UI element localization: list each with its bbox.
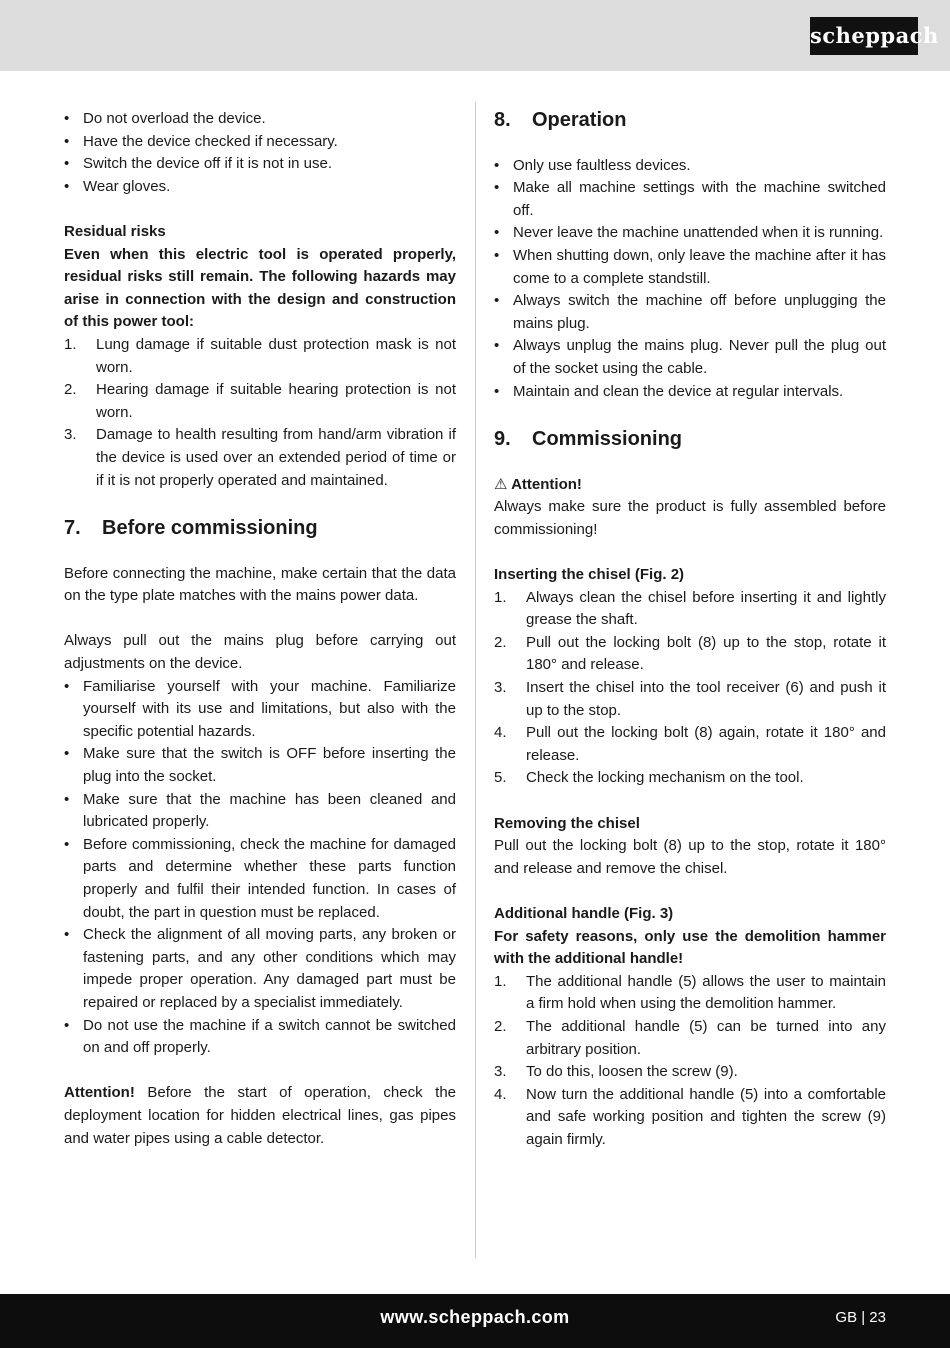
section-number: 8. — [494, 109, 511, 131]
additional-handle-warning: For safety reasons, only use the demolition hammer with the additional handle! — [494, 927, 886, 968]
residual-risks-intro: Even when this electric tool is operated properly, residual risks still remain. The following hazards may arise in connection with the design and construction of this power tool: — [64, 245, 456, 331]
list-item — [64, 424, 456, 492]
intro-bullet-list — [64, 108, 456, 198]
section-title: Commissioning — [532, 428, 683, 451]
section-title: Operation — [532, 109, 627, 131]
attention-text: Always make sure the product is fully assembled before commissioning! — [494, 498, 886, 538]
list-item: • Switch the device off if it is not in use. — [64, 153, 456, 176]
brand-logo: scheppach — [810, 17, 918, 55]
removing-chisel-title: Removing the chisel — [494, 814, 640, 832]
item-number: 3. — [494, 679, 507, 697]
section-9-heading — [494, 427, 886, 451]
item-text: Now turn the additional handle (5) into a comfortable and safe working position and tighten the screw (9) again firmly. — [526, 1085, 886, 1148]
list-item — [494, 767, 886, 790]
list-item: • Do not use the machine if a switch cannot be switched on and off properly. — [64, 1015, 456, 1060]
item-number: 5. — [494, 769, 507, 787]
list-item: • Always unplug the mains plug. Never pull the plug out of the socket using the cable. — [494, 335, 886, 380]
attention-text: Before the start of operation, check the deployment location for hidden electrical lines, gas pipes and water pipes using a cable detector. — [64, 1084, 456, 1147]
list-item — [494, 1061, 886, 1084]
item-text: Damage to health resulting from hand/arm vibration if the device is used over an extended period of time or if it is not properly operated and maintained. — [96, 426, 456, 489]
item-number: 2. — [494, 633, 507, 651]
item-text: The additional handle (5) can be turned into any arbitrary position. — [526, 1017, 886, 1058]
item-text: Hearing damage if suitable hearing protection is not worn. — [96, 381, 456, 421]
warning-triangle-icon: ⚠ — [494, 475, 508, 493]
list-item — [494, 677, 886, 722]
website-link[interactable]: www.scheppach.com — [380, 1307, 570, 1327]
inserting-chisel-title: Inserting the chisel (Fig. 2) — [494, 566, 685, 584]
list-item — [494, 1084, 886, 1152]
list-item: • Check the alignment of all moving parts, any broken or fastening parts, and any other conditions which may impede proper operation. Any damaged part must be repaired or replaced by a specialist immediately. — [64, 924, 456, 1014]
item-number: 1. — [494, 972, 507, 990]
list-item: • Always switch the machine off before unplugging the mains plug. — [494, 290, 886, 335]
list-item: • Never leave the machine unattended when it is running. — [494, 222, 886, 245]
list-item: • Familiarise yourself with your machine. Familiarize yourself with its use and limitations, but also with the specific potential hazards. — [64, 676, 456, 744]
list-item — [494, 1016, 886, 1061]
attention-label: Attention! — [511, 475, 582, 493]
section-number: 7. — [64, 517, 81, 540]
residual-risks-list — [64, 334, 456, 492]
list-item — [494, 722, 886, 767]
section-7-para-1: Before connecting the machine, make certain that the data on the type plate matches with the mains power data. — [64, 564, 456, 605]
item-number: 3. — [494, 1063, 507, 1081]
page-header — [0, 0, 950, 71]
section-8-bullet-list — [494, 155, 886, 404]
item-number: 4. — [494, 724, 507, 742]
section-7-para-2: Always pull out the mains plug before carrying out adjustments on the device. — [64, 632, 456, 673]
item-text: Lung damage if suitable dust protection mask is not worn. — [96, 335, 456, 376]
item-text: Insert the chisel into the tool receiver (6) and push it up to the stop. — [526, 679, 886, 719]
item-text: Pull out the locking bolt (8) again, rotate it 180° and release. — [526, 724, 886, 764]
list-item: • Have the device checked if necessary. — [64, 131, 456, 154]
list-item: • When shutting down, only leave the machine after it has come to a complete standstill. — [494, 245, 886, 290]
removing-chisel-text: Pull out the locking bolt (8) up to the stop, rotate it 180° and release and remove the chisel. — [494, 837, 886, 877]
residual-risks-title: Residual risks — [64, 222, 166, 240]
item-text: The additional handle (5) allows the user to maintain a firm hold when using the demolition hammer. — [526, 972, 886, 1013]
section-7-bullet-list — [64, 676, 456, 1060]
section-title: Before commissioning — [102, 517, 318, 540]
attention-note — [64, 1082, 456, 1150]
item-text: Pull out the locking bolt (8) up to the stop, rotate it 180° and release. — [526, 633, 886, 674]
list-item — [494, 587, 886, 632]
item-number: 1. — [64, 335, 77, 353]
attention-label: Attention! — [64, 1084, 135, 1102]
list-item: • Maintain and clean the device at regular intervals. — [494, 381, 886, 404]
section-number: 9. — [494, 428, 511, 451]
list-item: • Do not overload the device. — [64, 108, 456, 131]
list-item: • Wear gloves. — [64, 176, 456, 199]
list-item — [64, 334, 456, 379]
item-number: 2. — [494, 1017, 507, 1035]
list-item — [494, 632, 886, 677]
page-footer — [0, 1294, 950, 1348]
list-item — [64, 379, 456, 424]
page-number: GB | 23 — [835, 1309, 886, 1326]
list-item: • Before commissioning, check the machine for damaged parts and determine whether these parts function properly and fulfil their intended function. In cases of doubt, the part in question must be replaced. — [64, 834, 456, 924]
column-divider — [475, 102, 476, 1258]
additional-handle-title: Additional handle (Fig. 3) — [494, 905, 674, 922]
right-column — [494, 108, 886, 1152]
item-number: 4. — [494, 1085, 507, 1103]
list-item: • Make sure that the machine has been cleaned and lubricated properly. — [64, 789, 456, 834]
list-item: • Make sure that the switch is OFF before inserting the plug into the socket. — [64, 743, 456, 788]
list-item — [494, 971, 886, 1016]
additional-handle-steps — [494, 971, 886, 1152]
list-item: • Only use faultless devices. — [494, 155, 886, 178]
attention-heading — [494, 474, 886, 497]
item-number: 1. — [494, 588, 507, 606]
item-text: Always clean the chisel before inserting it and lightly grease the shaft. — [526, 588, 886, 629]
inserting-chisel-steps — [494, 587, 886, 790]
list-item: • Make all machine settings with the machine switched off. — [494, 177, 886, 222]
section-8-heading — [494, 108, 886, 132]
item-number: 3. — [64, 426, 77, 444]
section-7-heading — [64, 516, 456, 540]
item-number: 2. — [64, 381, 77, 399]
item-text: To do this, loosen the screw (9). — [526, 1063, 738, 1081]
item-text: Check the locking mechanism on the tool. — [526, 769, 804, 787]
left-column — [64, 108, 456, 1150]
